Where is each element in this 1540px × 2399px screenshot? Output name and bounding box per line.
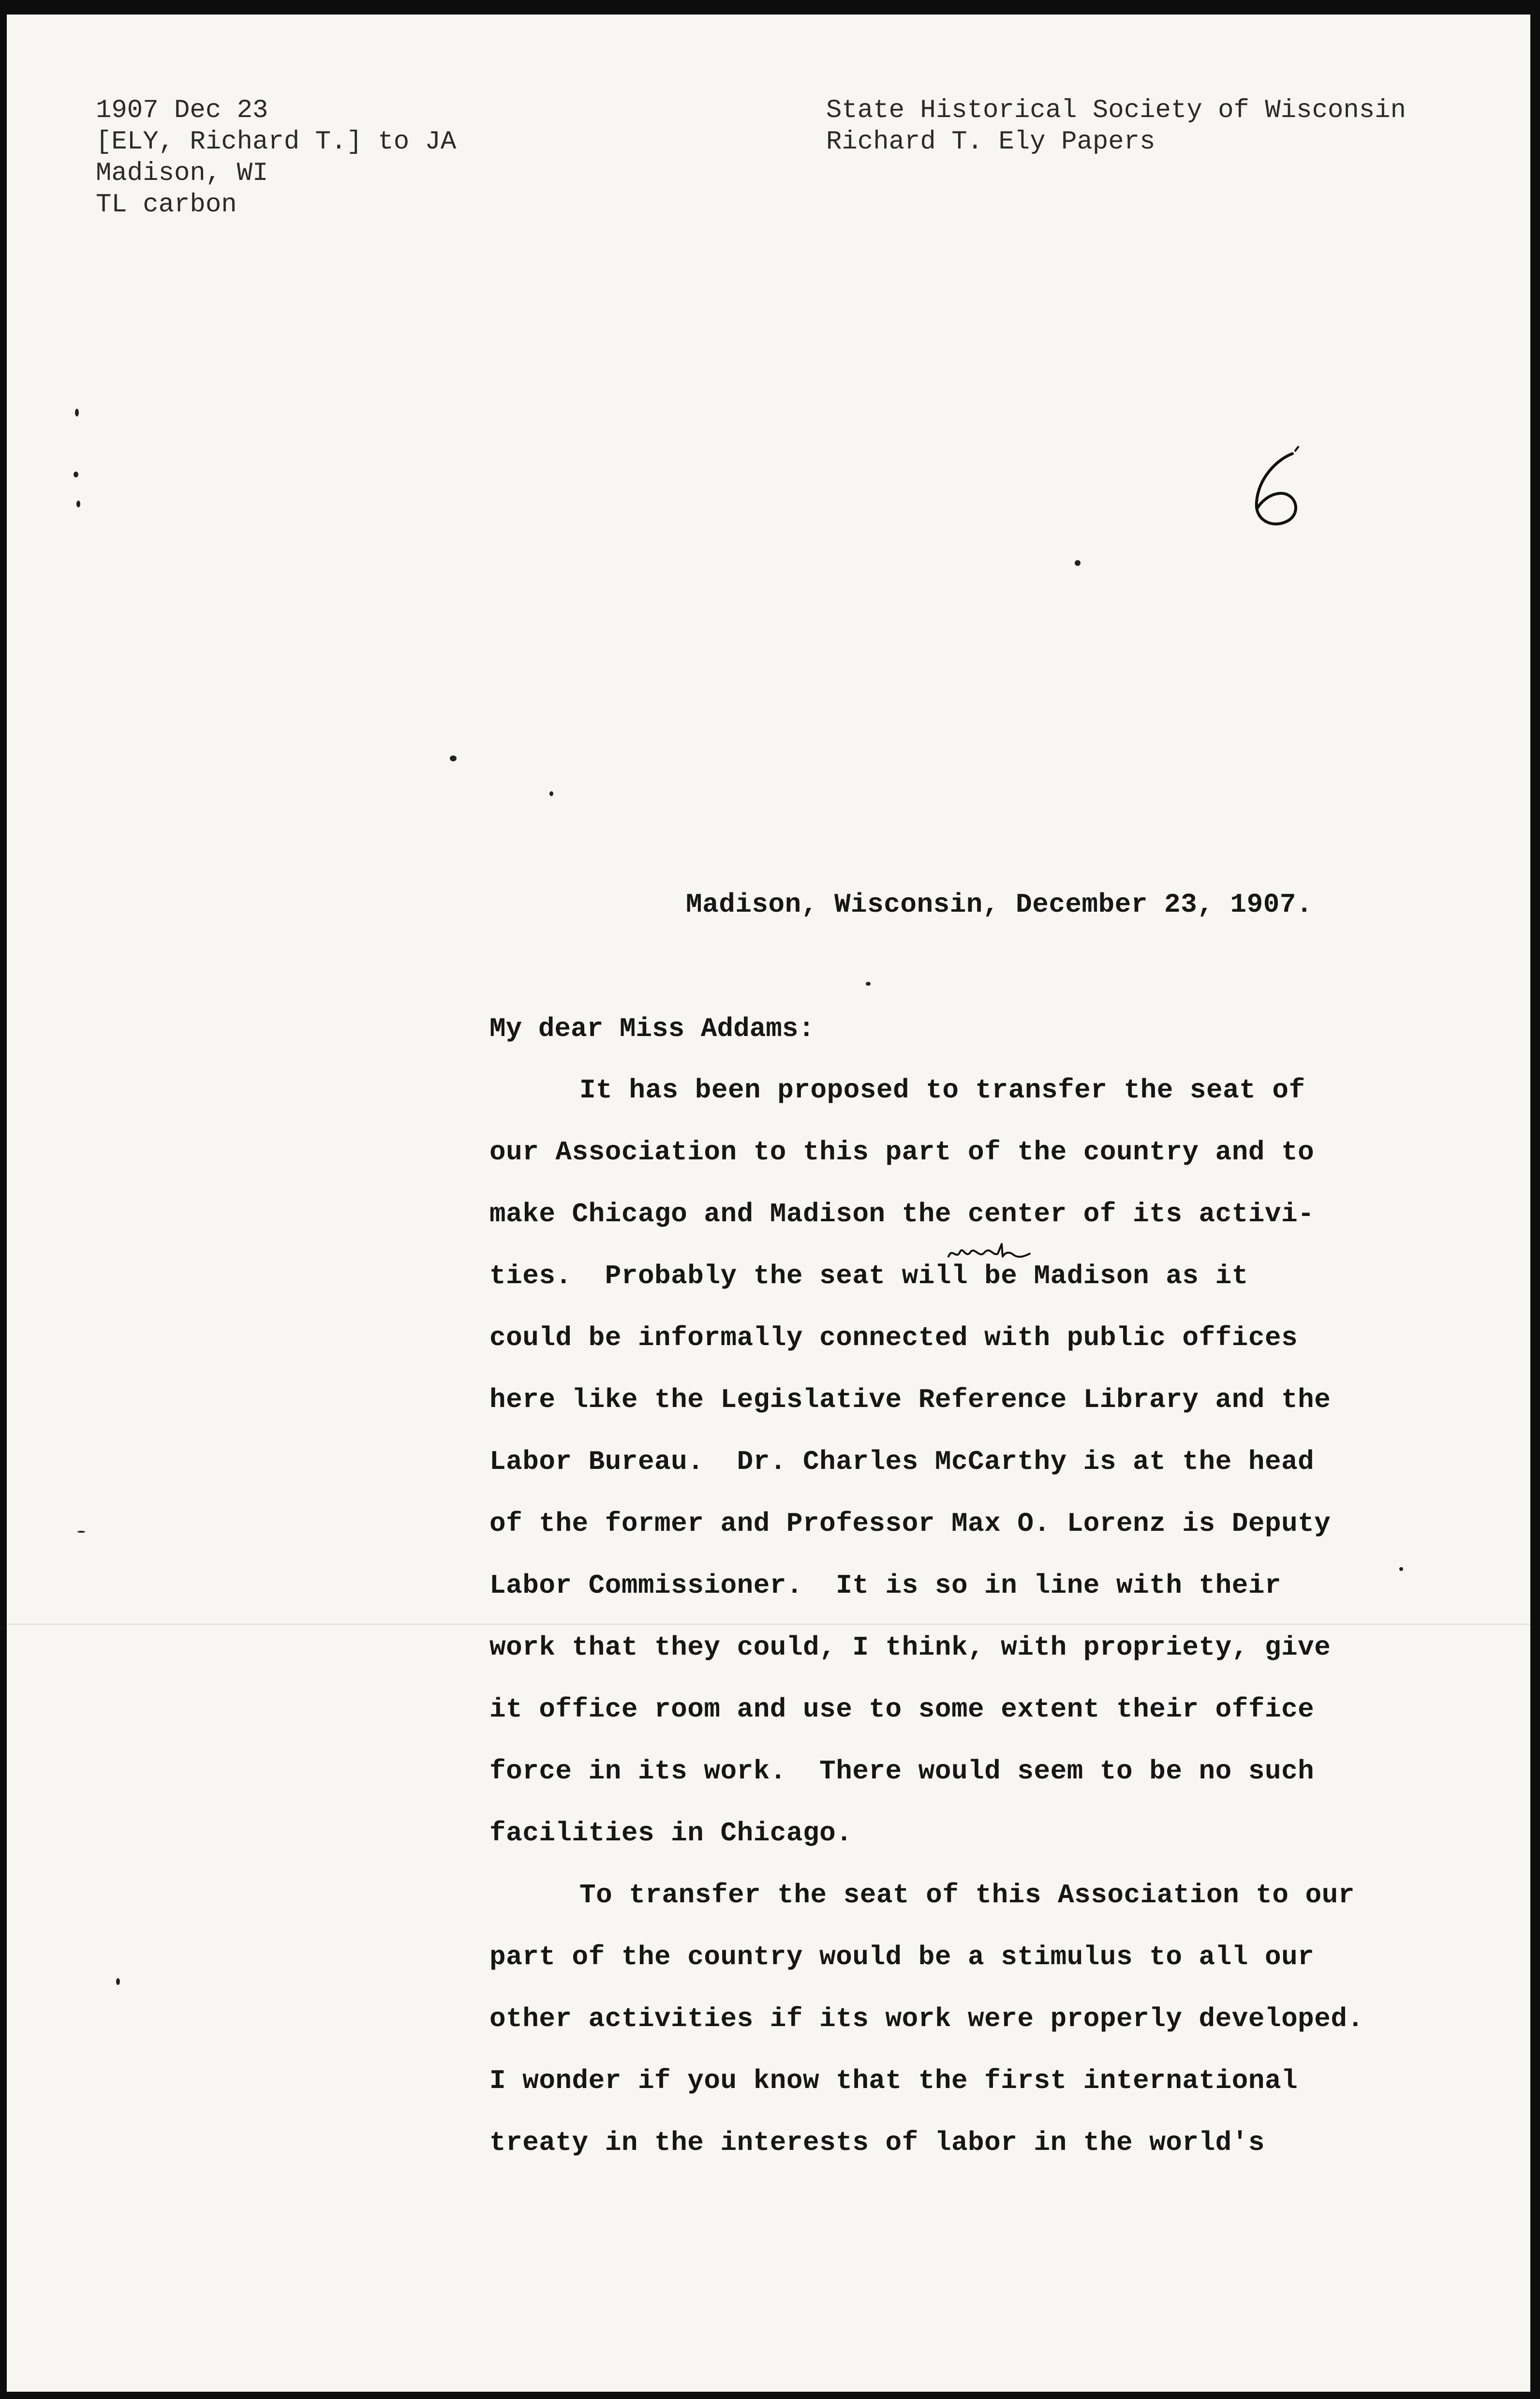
scan-speck [77, 1531, 85, 1533]
archive-citation [96, 95, 456, 221]
scan-speck [866, 982, 871, 986]
body-line: I wonder if you know that the first international [489, 2065, 1298, 2096]
body-line: other activities if its work were properly developed. [489, 2003, 1364, 2034]
scan-speck [1075, 560, 1081, 566]
archive-date: 1907 Dec 23 [96, 96, 268, 125]
body-line: could be informally connected with public offices [489, 1322, 1298, 1353]
handwritten-page-number [1238, 440, 1316, 537]
body-line: Labor Commissioner. It is so in line with their [489, 1570, 1282, 1601]
scan-speck [450, 755, 457, 761]
scan-speck [74, 472, 78, 477]
archive-correspondents: [ELY, Richard T.] to JA [96, 127, 457, 157]
body-line: treaty in the interests of labor in the world's [489, 2127, 1265, 2158]
archive-source [826, 95, 1406, 158]
scan-speck [76, 501, 80, 507]
letter-dateline: Madison, Wisconsin, December 23, 1907. [686, 889, 1313, 920]
archive-repository: State Historical Society of Wisconsin [826, 96, 1406, 125]
body-line: It has been proposed to transfer the seat of [579, 1075, 1305, 1106]
body-line: our Association to this part of the country and to [489, 1137, 1315, 1168]
body-line: work that they could, I think, with propriety, give [489, 1632, 1331, 1663]
body-line: of the former and Professor Max O. Lorenz is Deputy [489, 1508, 1331, 1539]
letter-salutation: My dear Miss Addams: [489, 1013, 815, 1044]
scan-speck [75, 409, 79, 416]
fold-line [0, 1624, 1540, 1625]
body-line: make Chicago and Madison the center of its activi- [489, 1199, 1315, 1229]
scan-speck [549, 791, 553, 796]
body-line: Labor Bureau. Dr. Charles McCarthy is at the head [489, 1446, 1315, 1477]
body-line: part of the country would be a stimulus to all our [489, 1941, 1315, 1972]
body-line: it office room and use to some extent their office [489, 1694, 1315, 1725]
body-line: facilities in Chicago. [489, 1818, 853, 1849]
scan-speck [1399, 1567, 1403, 1571]
archive-format: TL carbon [96, 190, 237, 220]
body-line: ties. Probably the seat will be Madison as it [489, 1260, 1248, 1291]
archive-collection: Richard T. Ely Papers [826, 127, 1155, 157]
archive-place: Madison, WI [96, 159, 268, 188]
scan-speck [116, 1978, 120, 1985]
body-line: here like the Legislative Reference Library and the [489, 1384, 1331, 1415]
body-line: To transfer the seat of this Association to our [579, 1880, 1355, 1910]
body-line: force in its work. There would seem to be no such [489, 1756, 1315, 1787]
